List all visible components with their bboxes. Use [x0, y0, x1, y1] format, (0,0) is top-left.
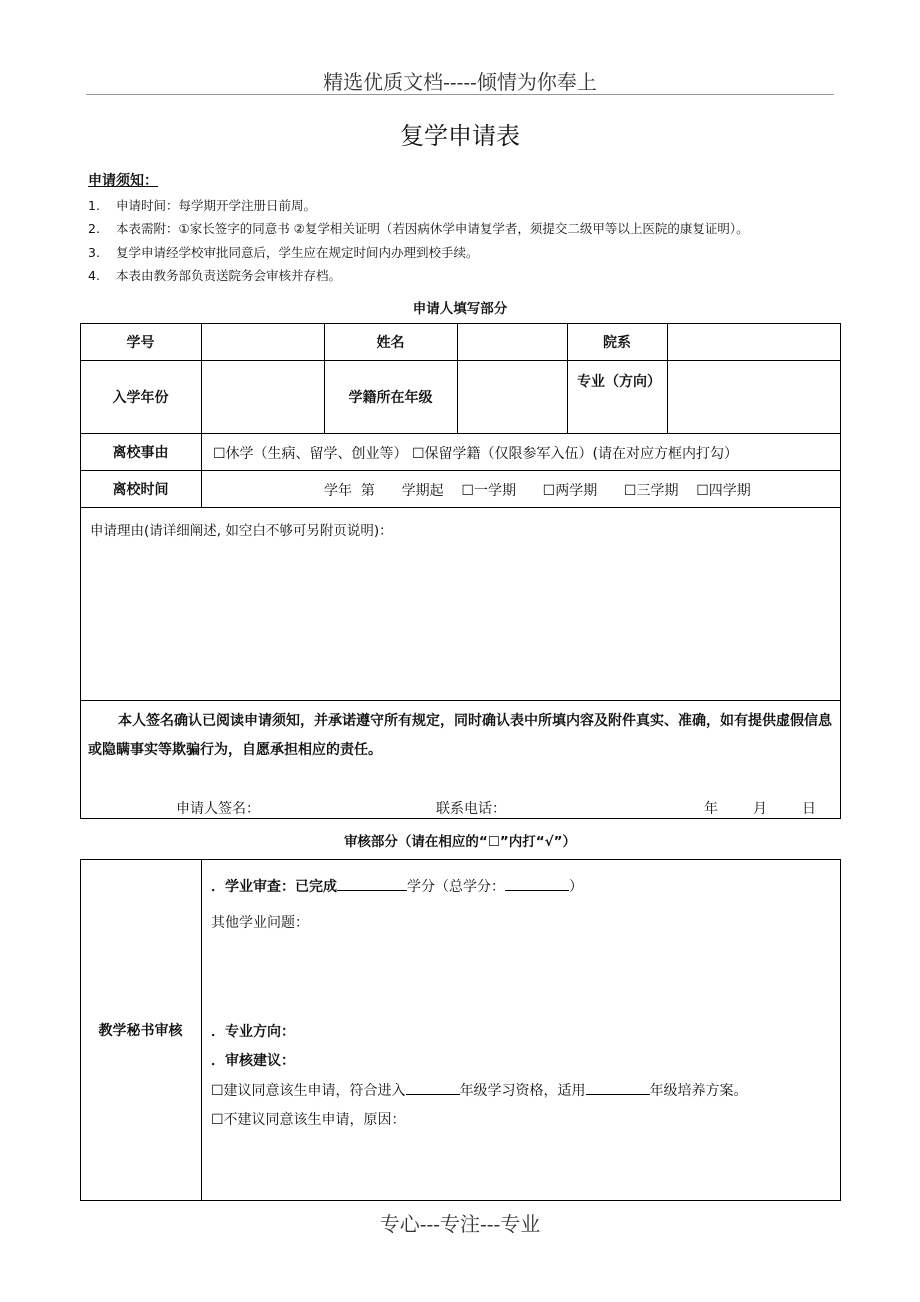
applicant-section-title: 申请人填写部分: [412, 301, 508, 317]
credits-label: 学分（总学分：: [407, 879, 505, 895]
grade-entry-field[interactable]: [406, 1080, 460, 1095]
major-field[interactable]: [668, 361, 840, 433]
other-issues-label: 其他学业问题：: [211, 915, 309, 931]
page-footer: 专心---专注---专业: [379, 1212, 541, 1236]
major-label: 专业（方向）: [577, 374, 661, 390]
enroll-year-field[interactable]: [202, 361, 324, 433]
total-credits-field[interactable]: [505, 876, 569, 891]
major-direction-label: ．专业方向：: [211, 1024, 295, 1040]
phone-label: 联系电话：: [436, 801, 506, 817]
name-label: 姓名: [376, 334, 405, 351]
page-header: 精选优质文档-----倾情为你奉上: [323, 70, 597, 94]
notice: [88, 170, 749, 288]
leave-time-label: 离校时间: [112, 481, 169, 498]
option-approve[interactable]: ☐建议同意该生申请，符合进入: [211, 1083, 406, 1099]
notice-item: 3. 复学申请经学校审批同意后，学生应在规定时间内办理到校手续。: [88, 244, 479, 260]
grade-label: 学籍所在年级: [348, 389, 433, 406]
date-year: 年: [704, 801, 718, 817]
leave-time-options[interactable]: 学年 第 学期起 ☐一学期 ☐两学期 ☐三学期 ☐四学期: [324, 483, 751, 499]
department-field[interactable]: [668, 324, 840, 360]
header-divider: [86, 94, 834, 95]
option-reject[interactable]: ☐不建议同意该生申请，原因：: [211, 1112, 406, 1128]
notice-heading: 申请须知：: [88, 173, 158, 189]
reviewer-label: 教学秘书审核: [98, 1022, 183, 1039]
form-title: 复学申请表: [400, 122, 520, 150]
student-id-field[interactable]: [202, 324, 324, 360]
date-day: 日: [802, 801, 816, 817]
name-field[interactable]: [458, 324, 567, 360]
student-id-label: 学号: [126, 334, 155, 351]
reason-field[interactable]: [82, 540, 838, 698]
grade-field[interactable]: [458, 361, 567, 433]
leave-reason-options[interactable]: ☐休学（生病、留学、创业等） ☐保留学籍（仅限参军入伍）(请在对应方框内打勾）: [213, 446, 739, 462]
leave-reason-label: 离校事由: [112, 444, 169, 461]
completed-credits-field[interactable]: [337, 876, 407, 891]
notice-item: 2. 本表需附：①家长签字的同意书 ②复学相关证明（若因病休学申请复学者，须提交二级甲等以上医院的康复证明）。: [88, 221, 749, 236]
notice-item: 4. 本表由教务部负责送院务会审核并存档。: [88, 268, 342, 283]
suggestion-label: ．审核建议：: [211, 1053, 295, 1069]
plan-grade-field[interactable]: [586, 1080, 650, 1095]
declaration: 本人签名确认已阅读申请须知，并承诺遵守所有规定，同时确认表中所填内容及附件真实、准确，如有提供虚假信息或隐瞒事实等欺骗行为，自愿承担相应的责任。: [88, 713, 832, 758]
academic-check-label: ．学业审查：已完成: [211, 879, 337, 895]
date-month: 月: [753, 801, 767, 817]
enroll-year-label: 入学年份: [112, 389, 169, 406]
department-label: 院系: [603, 334, 631, 351]
page: 精选优质文档-----倾情为你奉上 复学申请表 申请须知： 1. 申请时间：每学期开学注册日前周。 2. 本表需附：①家长签字的同意书 ②复学相关证明（若因病休学申请复学者，须提交二级甲等以上医院的康复证明）。 3. 复学申请经学校审批同意后，学生应在规定时间内办理到校手续。 4. 本表由教务部负责送院务会审核并存档。 申请人填写部分 学号 姓名 院系 入学年份 学籍所在年级 专业（方向） 离校事由 ☐休学（生病、留学、创业等） ☐保留学籍（仅限参军入伍）(请在对应方框内打勾） 离校时间 学年 第 学期起 ☐一学期 ☐两学期 ☐三学期 ☐四学期 申请理由(请详细阐述, 如空白不够可另附页说明)： 本人签名确认已阅读申请须知，并承诺遵守所有规定，同时确认表中所填内容及附件真实、准确，如有提供虚假信息或隐瞒事实等欺骗行为，自愿承担相应的责任。 申请人签名： 联系电话： 年 月 日 审核部分（请在相应的“☐”内打“√”） 教学秘书审核 ．学业审查：已完成 学分（总学分： ） 其他学业问题： ．专业方向： ．审核建议： ☐建议同意该生申请，符合进入 年级学习资格，适用 年级培养方案。 ☐不建议同意该生申请，原因： 专心---专注---专业: [0, 0, 920, 1302]
notice-item: 1. 申请时间：每学期开学注册日前周。: [88, 197, 317, 213]
review-section-title: 审核部分（请在相应的“☐”内打“√”）: [343, 834, 577, 850]
signature-label: 申请人签名：: [176, 801, 260, 817]
reason-label: 申请理由(请详细阐述, 如空白不够可另附页说明)：: [90, 523, 393, 539]
